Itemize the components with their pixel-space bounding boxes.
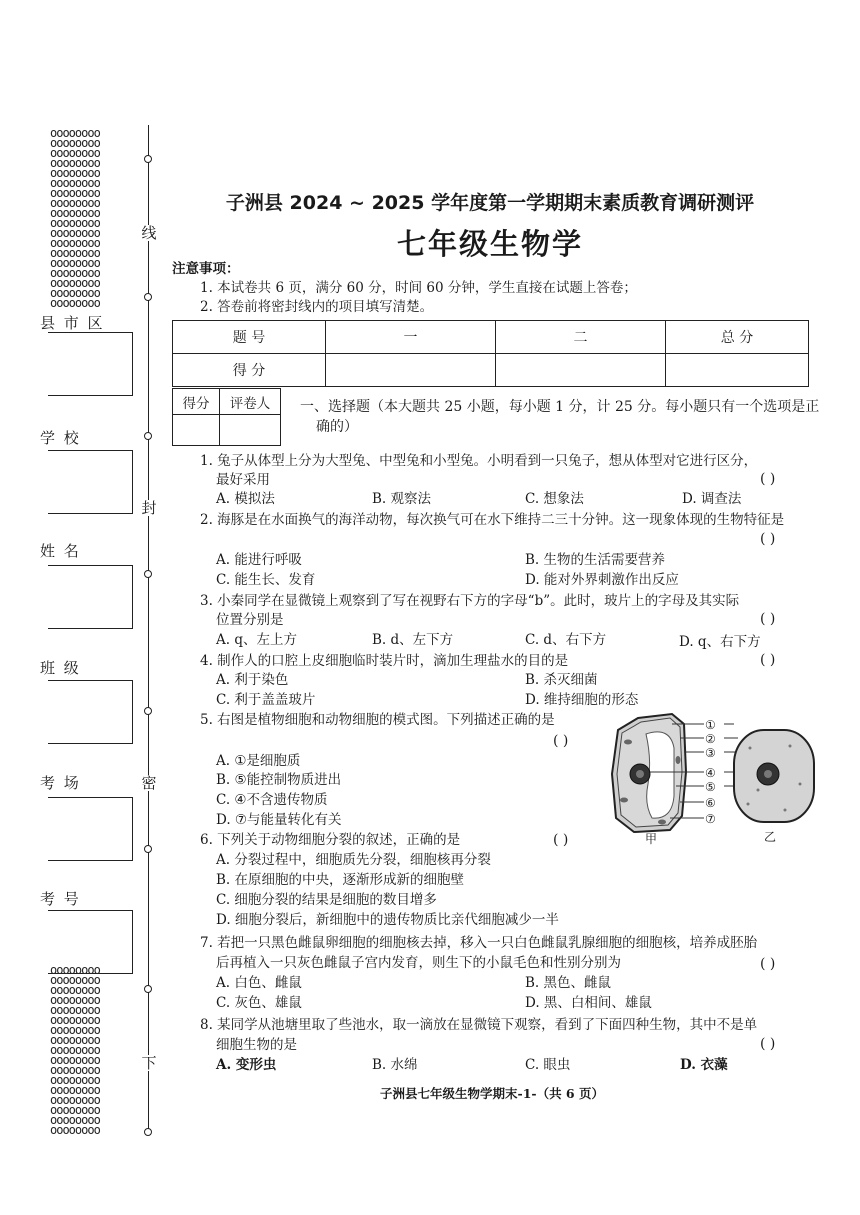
section-heading-text: 一、选择题（本大题共 25 小题，每小题 1 分，计 25 分。每小题只有一个选项是正	[300, 399, 820, 415]
field-label-name: 姓 名	[40, 542, 81, 560]
section-heading	[300, 398, 819, 416]
question-stem: 7. 若把一只黑色雌鼠卵细胞的细胞核去掉，移入一只白色雌鼠乳腺细胞的细胞核，培养成胚胎	[200, 935, 758, 951]
option: C. ④不含遗传物质	[216, 792, 328, 808]
fig-label-1: ①	[705, 718, 716, 732]
seal-dot	[144, 707, 152, 715]
field-label-number: 考 号	[40, 890, 81, 908]
question-stem: 细胞生物的是	[216, 1037, 297, 1053]
note-item: 2. 答卷前将密封线内的项目填写清楚。	[200, 299, 434, 315]
question-stem: 8. 某同学从池塘里取了些池水，取一滴放在显微镜下观察，看到了下面四种生物，其中不是单	[200, 1017, 758, 1033]
score-table	[172, 320, 809, 387]
question-stem: 4. 制作人的口腔上皮细胞临时装片时，滴加生理盐水的目的是	[200, 653, 569, 669]
binding-holes-top: oooooooo oooooooo oooooooo oooooooo oooooooo oooooooo oooooooo oooooooo oooooooo oooooooo oooooooo oooooooo oooooooo oooooooo oooooooo oooooooo oooooooo oooooooo	[50, 126, 100, 310]
fig-label-jia: 甲	[645, 832, 658, 846]
option: C. 灰色、雄鼠	[216, 995, 302, 1011]
option: A. 能进行呼吸	[216, 552, 302, 568]
option: B. 生物的生活需要营养	[525, 552, 666, 568]
question-stem: 6. 下列关于动物细胞分裂的叙述，正确的是	[200, 832, 461, 848]
answer-paren[interactable]: ( )	[760, 956, 776, 972]
exam-title: 子洲县 2024 ~ 2025 学年度第一学期期末素质教育调研测评	[225, 192, 755, 214]
answer-paren[interactable]: ( )	[760, 611, 776, 627]
score-header-part1: 一	[326, 321, 496, 354]
option: D. 细胞分裂后，新细胞中的遗传物质比亲代细胞减少一半	[216, 912, 559, 928]
option: B. 杀灭细菌	[525, 672, 598, 688]
option: D. 调查法	[682, 491, 742, 507]
option: D. 能对外界刺激作出反应	[525, 572, 679, 588]
option: C. 利于盖盖玻片	[216, 692, 316, 708]
option: B. 观察法	[372, 491, 432, 507]
answer-paren[interactable]: ( )	[760, 471, 776, 487]
option: B. 水绵	[372, 1057, 418, 1073]
answer-paren[interactable]: ( )	[760, 652, 776, 668]
option: D. 衣藻	[680, 1057, 728, 1073]
seal-char-feng: 封	[141, 499, 157, 517]
question-stem: 位置分别是	[216, 612, 284, 628]
seal-dot	[144, 155, 152, 163]
grader-table	[172, 388, 281, 446]
seal-dot	[144, 570, 152, 578]
option: A. ①是细胞质	[216, 753, 301, 769]
question-stem: 最好采用	[216, 472, 270, 488]
option: C. 想象法	[525, 491, 584, 507]
question-stem: 3. 小秦同学在显微镜上观察到了写在视野右下方的字母“b”。此时，玻片上的字母及其实际	[200, 593, 740, 609]
answer-paren[interactable]: ( )	[760, 531, 776, 547]
page-footer: 子洲县七年级生物学期末-1-（共 6 页）	[380, 1086, 604, 1101]
plant-nucleolus	[636, 770, 644, 778]
score-header-label: 题 号	[173, 321, 326, 354]
seal-dot	[144, 1128, 152, 1136]
score-row-label: 得 分	[173, 354, 326, 387]
grader-score-cell[interactable]	[173, 415, 220, 446]
answer-paren[interactable]: ( )	[760, 1036, 776, 1052]
option: A. 白色、雌鼠	[216, 975, 302, 991]
field-label-school: 学 校	[40, 429, 81, 447]
binding-holes-bottom: oooooooo oooooooo oooooooo oooooooo oooooooo oooooooo oooooooo oooooooo oooooooo oooooooo oooooooo oooooooo oooooooo oooooooo oooooooo oooooooo oooooooo	[50, 963, 100, 1137]
score-cell-total[interactable]	[666, 354, 809, 387]
field-box-county[interactable]	[48, 332, 133, 396]
option: C. d、右下方	[525, 632, 607, 648]
field-box-class[interactable]	[48, 680, 133, 744]
option: A. 变形虫	[216, 1057, 277, 1073]
grader-score-label: 得分	[173, 389, 220, 415]
option: A. q、左上方	[216, 632, 297, 648]
option: B. 在原细胞的中央，逐渐形成新的细胞壁	[216, 872, 465, 888]
score-cell-part2[interactable]	[496, 354, 666, 387]
option: A. 利于染色	[216, 672, 289, 688]
seal-dot	[144, 845, 152, 853]
score-cell-part1[interactable]	[326, 354, 496, 387]
option: D. 黑、白相间、雄鼠	[525, 995, 652, 1011]
option: D. q、右下方	[679, 634, 761, 650]
grader-name-cell[interactable]	[220, 415, 281, 446]
score-header-part2: 二	[496, 321, 666, 354]
answer-paren[interactable]: ( )	[553, 733, 569, 749]
notes-heading: 注意事项：	[172, 261, 240, 277]
field-box-school[interactable]	[48, 450, 133, 514]
option: A. 分裂过程中，细胞质先分裂，细胞核再分裂	[216, 852, 491, 868]
option: D. 维持细胞的形态	[525, 692, 639, 708]
seal-char-xian: 线	[141, 224, 157, 242]
field-label-class: 班 级	[40, 659, 81, 677]
seal-line	[148, 125, 149, 1135]
seal-dot	[144, 293, 152, 301]
option: B. 黑色、雌鼠	[525, 975, 612, 991]
option: C. 细胞分裂的结果是细胞的数目增多	[216, 892, 437, 908]
field-box-number[interactable]	[48, 910, 133, 974]
option: B. d、左下方	[372, 632, 454, 648]
fig-label-6: ⑥	[705, 796, 716, 810]
field-label-room: 考 场	[40, 774, 81, 792]
option: A. 模拟法	[216, 491, 275, 507]
field-box-room[interactable]	[48, 797, 133, 861]
field-box-name[interactable]	[48, 565, 133, 629]
field-label-county: 县 市 区	[40, 314, 105, 332]
fig-label-3: ③	[705, 746, 716, 760]
question-stem: 后再植入一只灰色雌鼠子宫内发育，则生下的小鼠毛色和性别分别为	[216, 955, 621, 971]
option: C. 眼虫	[525, 1057, 571, 1073]
question-stem: 2. 海豚是在水面换气的海洋动物，每次换气可在水下维持二三十分钟。这一现象体现的生物特征是	[200, 512, 785, 528]
fig-label-5: ⑤	[705, 780, 716, 794]
score-header-total: 总 分	[666, 321, 809, 354]
grader-name-label: 评卷人	[220, 389, 281, 415]
question-stem: 1. 兔子从体型上分为大型兔、中型兔和小型兔。小明看到一只兔子，想从体型对它进行区分，	[200, 453, 758, 469]
option: D. ⑦与能量转化有关	[216, 812, 342, 828]
question-stem: 5. 右图是植物细胞和动物细胞的模式图。下列描述正确的是	[200, 712, 555, 728]
seal-char-mi: 密	[141, 774, 157, 792]
option: C. 能生长、发育	[216, 572, 316, 588]
fig-label-yi: 乙	[764, 830, 777, 844]
answer-paren[interactable]: ( )	[553, 832, 569, 848]
seal-char-xia: 下	[141, 1054, 157, 1072]
note-item: 1. 本试卷共 6 页，满分 60 分，时间 60 分钟，学生直接在试题上答卷；	[200, 280, 637, 296]
exam-subtitle: 七年级生物学	[396, 227, 583, 261]
option: B. ⑤能控制物质进出	[216, 772, 342, 788]
seal-dot	[144, 985, 152, 993]
fig-label-4: ④	[705, 766, 716, 780]
fig-label-7: ⑦	[705, 812, 716, 826]
section-heading-cont: 确的）	[316, 419, 358, 435]
fig-label-2: ②	[705, 732, 716, 746]
seal-dot	[144, 432, 152, 440]
